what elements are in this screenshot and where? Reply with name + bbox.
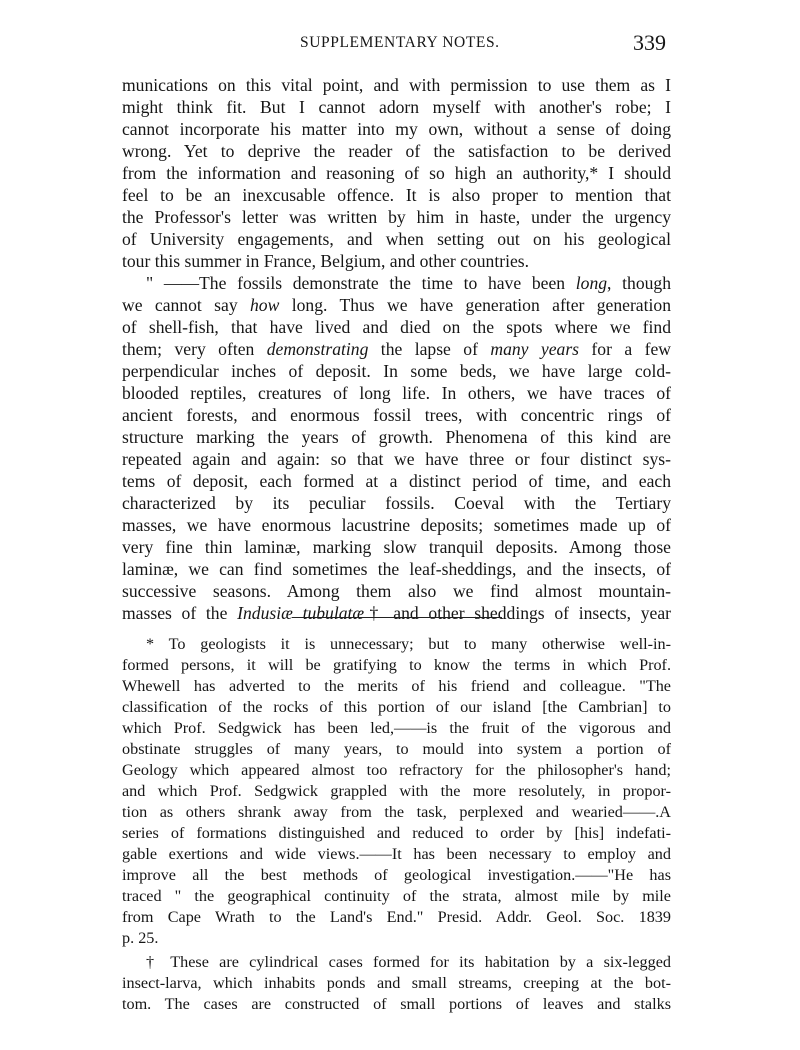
- running-head: [120, 30, 672, 58]
- body-line: tems of deposit, each formed at a distinct period of time, and each: [122, 471, 671, 491]
- body-line: very fine thin laminæ, marking slow tranquil deposits. Among those: [122, 537, 671, 557]
- footnote-line: Whewell has adverted to the merits of his friend and colleague. "The: [122, 677, 671, 695]
- footnote-line: obstinate struggles of many years, to mould into system a portion of: [122, 740, 671, 758]
- footnote-line: insect-larva, which inhabits ponds and small streams, creeping at the bot-: [122, 974, 671, 992]
- footnote-line: from Cape Wrath to the Land's End." Presid. Addr. Geol. Soc. 1839: [122, 908, 671, 926]
- body-line: feel to be an inexcusable offence. It is also proper to mention that: [122, 185, 671, 205]
- body-line: successive seasons. Among them also we find almost mountain-: [122, 581, 671, 601]
- footnote-line: formed persons, it will be gratifying to know the terms in which Prof.: [122, 656, 671, 674]
- body-line: munications on this vital point, and with permission to use them as I: [122, 75, 671, 95]
- body-line: cannot incorporate his matter into my own, without a sense of doing: [122, 119, 671, 139]
- footnote-line: series of formations distinguished and reduced to order by [his] indefati-: [122, 824, 671, 842]
- footnote-line: and which Prof. Sedgwick grappled with the more resolutely, in propor-: [122, 782, 671, 800]
- body-line: " ——The fossils demonstrate the time to have been long, though: [146, 273, 672, 293]
- body-line: blooded reptiles, creatures of long life. In others, we have traces of: [122, 383, 671, 403]
- body-line: characterized by its peculiar fossils. Coeval with the Tertiary: [122, 493, 671, 513]
- body-line: from the information and reasoning of so high an authority,* I should: [122, 163, 671, 183]
- body-line: structure marking the years of growth. Phenomena of this kind are: [122, 427, 671, 447]
- body-line: ancient forests, and enormous fossil trees, with concentric rings of: [122, 405, 671, 425]
- footnote-line: traced " the geographical continuity of the strata, almost mile by mile: [122, 887, 671, 905]
- running-head-title: SUPPLEMENTARY NOTES.: [300, 34, 500, 51]
- footnote-line: tom. The cases are constructed of small portions of leaves and stalks: [122, 995, 671, 1013]
- body-line: tour this summer in France, Belgium, and other countries.: [122, 251, 530, 271]
- page-number: 339: [633, 30, 666, 55]
- body-line: masses, we have enormous lacustrine deposits; sometimes made up of: [122, 515, 671, 535]
- body-line: the Professor's letter was written by him in haste, under the urgency: [122, 207, 671, 227]
- body-line: masses of the Indusiæ tubulatæ† and other sheddings of insects, year: [122, 603, 671, 623]
- footnote-line: classification of the rocks of this portion of our island [the Cambrian] to: [122, 698, 671, 716]
- body-line: of University engagements, and when setting out on his geological: [122, 229, 671, 249]
- body-line: might think fit. But I cannot adorn myself with another's robe; I: [122, 97, 671, 117]
- footnote-line: improve all the best methods of geological investigation.——"He has: [122, 866, 671, 884]
- footnote-line: tion as others shrank away from the task, perplexed and wearied——.A: [122, 803, 671, 821]
- footnote-line: which Prof. Sedgwick has been led,——is the fruit of the vigorous and: [122, 719, 671, 737]
- body-line: them; very often demonstrating the lapse of many years for a few: [122, 339, 671, 359]
- footnote-line: p. 25.: [122, 929, 159, 947]
- footnote-line: gable exertions and wide views.——It has been necessary to employ and: [122, 845, 671, 863]
- footnote-line: Geology which appeared almost too refractory for the philosopher's hand;: [122, 761, 671, 779]
- body-line: we cannot say how long. Thus we have generation after generation: [122, 295, 671, 315]
- footnote-line: * To geologists it is unnecessary; but to many otherwise well-in-: [146, 635, 671, 653]
- footnote-divider: [292, 617, 502, 618]
- body-line: laminæ, we can find sometimes the leaf-sheddings, and the insects, of: [122, 559, 671, 579]
- body-line: perpendicular inches of deposit. In some beds, we have large cold-: [122, 361, 671, 381]
- body-line: wrong. Yet to deprive the reader of the satisfaction to be derived: [122, 141, 671, 161]
- body-line: of shell-fish, that have lived and died on the spots where we find: [122, 317, 671, 337]
- footnote-line: † These are cylindrical cases formed for its habitation by a six-legged: [146, 953, 671, 971]
- body-line: repeated again and again: so that we have three or four distinct sys-: [122, 449, 671, 469]
